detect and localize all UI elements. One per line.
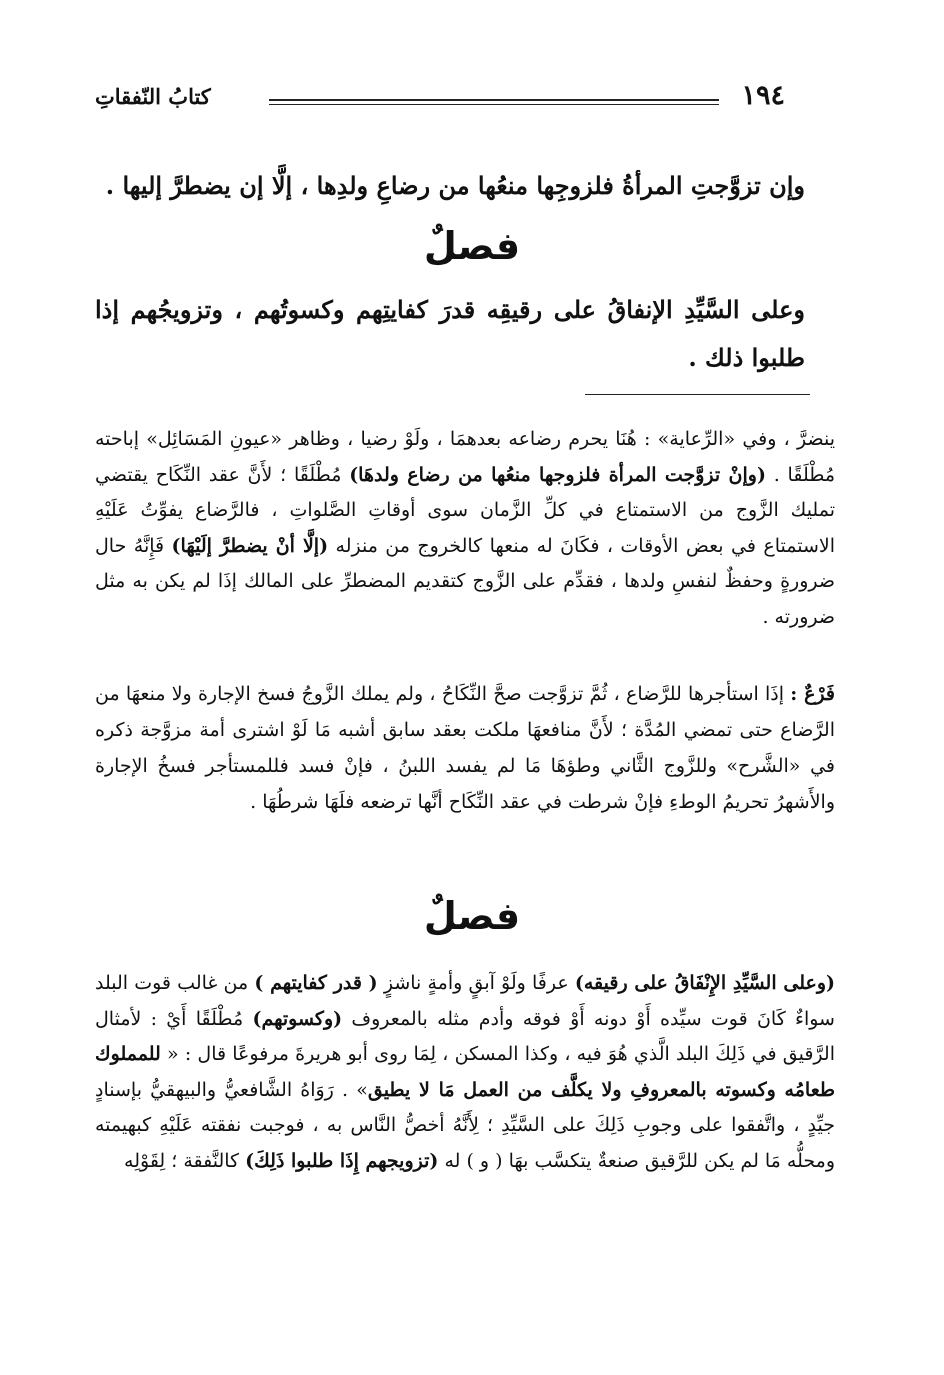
page-header (95, 78, 785, 118)
far-label: فَرْعٌ : (790, 683, 835, 705)
quoted-matn: (إلَّا أنْ يضطرَّ إلَيْهَا) (171, 534, 329, 557)
page-number: ١٩٤ (741, 80, 785, 111)
commentary-text: مُطْلَقًا أَيْ : لأمثال الرَّقيق في ذَلِكَ البلد الَّذي هُوَ فيه ، وكذا المسكن ، لِمَا روى أبو هريرةَ مرفوعًا قال : « (95, 1007, 835, 1065)
commentary-paragraph-3 (95, 966, 835, 1179)
quoted-matn: (وإنْ تزوَّجت المرأة فلزوجها منعُها من رضاع ولدهَا) (349, 463, 766, 486)
matn-paragraph-2: وعلى السَّيِّدِ الإنفاقُ على رقيقِه قدرَ كفايتِهم وكسوتُهم ، وتزويجُهم إذا طلبوا ذلك . (95, 295, 805, 372)
footnote-divider (585, 394, 810, 395)
commentary-text: من غالب قوت البلد سواءٌ كَانَ قوت سيِّده أَوْ دونه أَوْ فوقه وأدم مثله بالمعروف (95, 972, 835, 1030)
section-heading-2: فصلٌ (423, 894, 521, 938)
quoted-matn: ( قدر كفايتهم ) (254, 972, 378, 994)
quoted-matn: (وعلى السَّيِّدِ الإِنْفَاقُ على رقيقه) (574, 972, 835, 994)
quoted-matn: (تزويجهم إِذَا طلبوا ذَلِكَ) (245, 1149, 439, 1172)
commentary-paragraph-1 (95, 422, 835, 635)
commentary-text: عرفًا ولَوْ آبقٍ وأمةٍ ناشزٍ (377, 972, 575, 994)
quoted-matn: (وكسوتهم) (252, 1007, 343, 1030)
commentary-text: فَإِنَّهُ حال ضرورةٍ وحفظٌ لنفسِ ولدها ، فقدِّم على الزَّوج كتقديم المضطرِّ على المالك إذَا لم يكن به مثل ضرورته . (95, 534, 835, 628)
commentary-text: مُطْلَقًا ؛ لأَنَّ عقد النِّكَاح يقتضي تمليك الزَّوج من الاستمتاع في كلِّ الزَّمان سوى أوقاتِ الصَّلواتِ ، فالرَّضاع يفوِّتُ عَلَيْهِ الاستمتاع في بعض الأوقات ، فكَانَ له منعها كالخروج من منزله (95, 463, 835, 557)
hadith-text: للمملوك طعامُه وكسوته بالمعروفِ ولا يكلَّف من العمل مَا لا يطيق (95, 1043, 835, 1101)
commentary-text: إذَا استأجرها للرَّضاع ، ثُمَّ تزوَّجت صحَّ النِّكَاحُ ، ولم يملك الزَّوجُ فسخ الإجارة ولا منعهَا من الرَّضاع حتى تمضي المُدَّة ؛ لأَنَّ منافعهَا ملكت بعقد سابق أشبه مَا لَوْ اشترى أمة مزوَّجة ذكره في «الشَّرح» وللزَّوج الثَّاني وطؤهَا مَا لم يفسد اللبنُ ، فإنْ فسد فللمستأجر فسخُ الإجارة والأَشهرُ تحريمُ الوطءِ فإنْ شرطت في عقد النِّكَاح أنَّها ترضعه فلَهَا شرطُهَا . (95, 683, 835, 813)
section-heading-1: فصلٌ (423, 224, 521, 268)
header-rule (269, 99, 719, 105)
book-title: كتابُ النّفقاتِ (95, 84, 211, 109)
commentary-text: كالنَّفقة ؛ لِقَوْلِه (124, 1149, 246, 1172)
matn-paragraph-1: وإن تزوَّجتِ المرأةُ فلزوجِها منعُها من رضاعِ ولدِها ، إلَّا إن يضطرَّ إليها . (105, 171, 805, 200)
commentary-text: ينضرَّ ، وفي «الرِّعاية» : هُنَا يحرم رضاعه بعدهمَا ، ولَوْ رضيا ، وظاهر «عيونِ المَسَائِل» إباحته مُطْلَقًا . (95, 428, 836, 486)
commentary-text: » . رَوَاهُ الشَّافعيُّ والبيهقيُّ بإسنادٍ جيِّدٍ ، واتَّفقوا على وجوبِ ذَلِكَ على السَّيِّدِ ؛ لِأَنَّهُ أخصُّ النَّاس به ، فوجبت نفقته عَلَيْهِ كبهيمته ومحلُّه مَا لم يكن للرَّقيق صنعةٌ يتكسَّب بهَا ( و ) له (95, 1078, 835, 1172)
commentary-paragraph-2 (95, 676, 835, 820)
